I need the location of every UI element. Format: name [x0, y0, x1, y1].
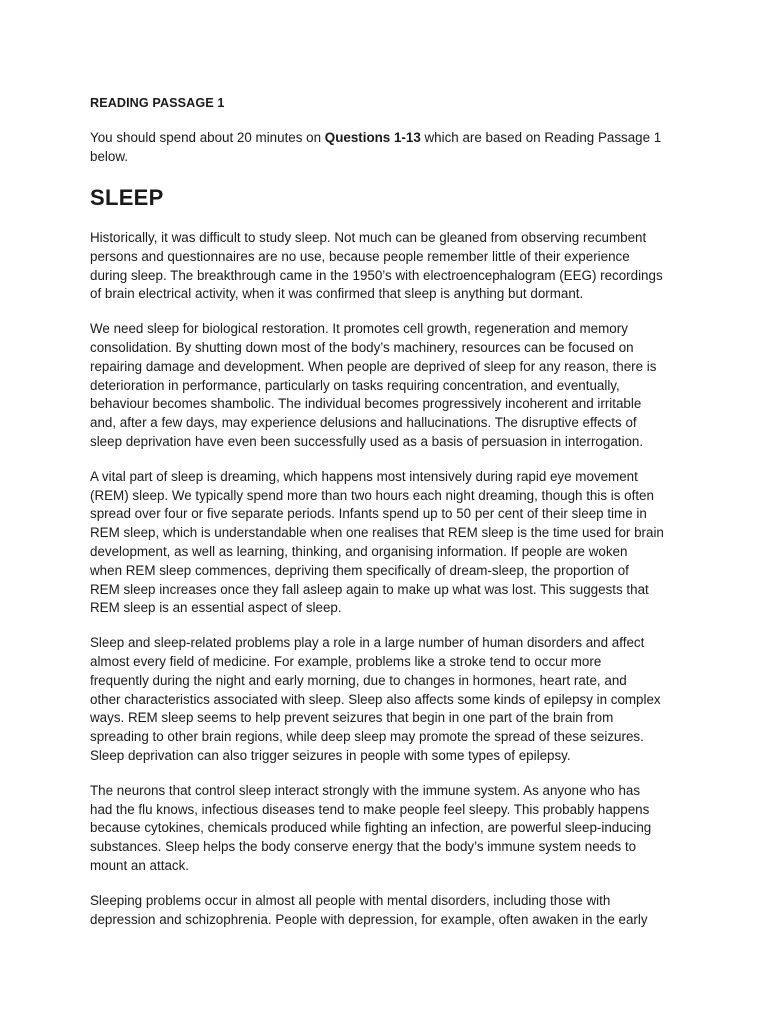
instructions-text: You should spend about 20 minutes on	[90, 130, 325, 145]
paragraph-line: mount an attack.	[90, 857, 189, 873]
questions-range: Questions 1-13	[324, 130, 421, 145]
paragraph-line: and, after a few days, may experience delusions and hallucinations. The disruptive effects of	[90, 415, 637, 431]
paragraph-line: Sleep deprivation can also trigger seizures in people with some types of epilepsy.	[90, 747, 571, 763]
paragraph-1	[90, 229, 680, 304]
paragraph-line: other characteristics associated with sleep. Sleep also affects some kinds of epilepsy in complex	[90, 691, 661, 707]
paragraph-line: of brain electrical activity, when it was confirmed that sleep is anything but dormant.	[90, 286, 584, 302]
instructions-text-end: below.	[90, 149, 128, 164]
paragraph-line: spread over four or five separate periods. Infants spend up to 50 per cent of their sleep time in	[90, 506, 647, 522]
paragraph-line: frequently during the night and early morning, due to changes in hormones, heart rate, and	[90, 672, 627, 688]
instructions	[90, 128, 680, 166]
passage-label: READING PASSAGE 1	[90, 96, 225, 110]
paragraph-line: spreading to other brain regions, while deep sleep may promote the spread of these seizures.	[90, 729, 644, 745]
paragraph-line: Sleeping problems occur in almost all people with mental disorders, including those with	[90, 892, 611, 908]
paragraph-5	[90, 782, 680, 876]
instructions-text-cont: which are based on Reading Passage 1	[420, 130, 662, 145]
paragraph-line: behaviour becomes shambolic. The individual becomes progressively incoherent and irritable	[90, 396, 642, 412]
paragraph-line: because cytokines, chemicals produced while fighting an infection, are powerful sleep-inducing	[90, 820, 652, 836]
paragraph-line: ways. REM sleep seems to help prevent seizures that begin in one part of the brain from	[90, 710, 614, 726]
paragraph-line: had the flu knows, infectious diseases tend to make people feel sleepy. This probably happens	[90, 801, 650, 817]
paragraph-line: persons and questionnaires are no use, because people remember little of their experience	[90, 248, 630, 264]
paragraph-line: substances. Sleep helps the body conserve energy that the body’s immune system needs to	[90, 839, 637, 855]
paragraph-line: Sleep and sleep-related problems play a role in a large number of human disorders and affect	[90, 635, 645, 651]
paragraph-line: during sleep. The breakthrough came in the 1950’s with electroencephalogram (EEG) recordings	[90, 267, 663, 283]
paragraph-line: deterioration in performance, particularly on tasks requiring concentration, and eventually,	[90, 377, 620, 393]
paragraph-line: The neurons that control sleep interact strongly with the immune system. As anyone who has	[90, 782, 641, 798]
paragraph-line: REM sleep increases once they fall asleep again to make up what was lost. This suggests that	[90, 581, 649, 597]
paragraph-line: development, as well as learning, thinking, and organising information. If people are woken	[90, 543, 628, 559]
paragraph-6	[90, 892, 680, 930]
passage-body	[90, 229, 680, 929]
paragraph-line: almost every field of medicine. For example, problems like a stroke tend to occur more	[90, 653, 602, 669]
paragraph-line: depression and schizophrenia. People with depression, for example, often awaken in the early	[90, 911, 648, 927]
paragraph-4	[90, 634, 680, 766]
document-page	[90, 94, 680, 945]
paragraph-line: Historically, it was difficult to study sleep. Not much can be gleaned from observing recumbent	[90, 230, 647, 245]
paragraph-2	[90, 320, 680, 452]
paragraph-line: sleep deprivation have even been successfully used as a basis of persuasion in interrogation.	[90, 433, 644, 449]
paragraph-line: consolidation. By shutting down most of the body’s machinery, resources can be focused on	[90, 339, 634, 355]
paragraph-line: REM sleep is an essential aspect of sleep.	[90, 600, 342, 616]
paragraph-line: (REM) sleep. We typically spend more than two hours each night dreaming, though this is often	[90, 487, 654, 503]
paragraph-line: We need sleep for biological restoration. It promotes cell growth, regeneration and memory	[90, 321, 628, 337]
paragraph-line: when REM sleep commences, depriving them specifically of dream-sleep, the proportion of	[90, 562, 629, 578]
passage-title: SLEEP	[90, 185, 164, 210]
paragraph-3	[90, 468, 680, 618]
paragraph-line: REM sleep, which is understandable when one realises that REM sleep is the time used for brain	[90, 525, 664, 541]
paragraph-line: repairing damage and development. When people are deprived of sleep for any reason, there is	[90, 358, 657, 374]
paragraph-line: A vital part of sleep is dreaming, which happens most intensively during rapid eye movement	[90, 468, 638, 484]
